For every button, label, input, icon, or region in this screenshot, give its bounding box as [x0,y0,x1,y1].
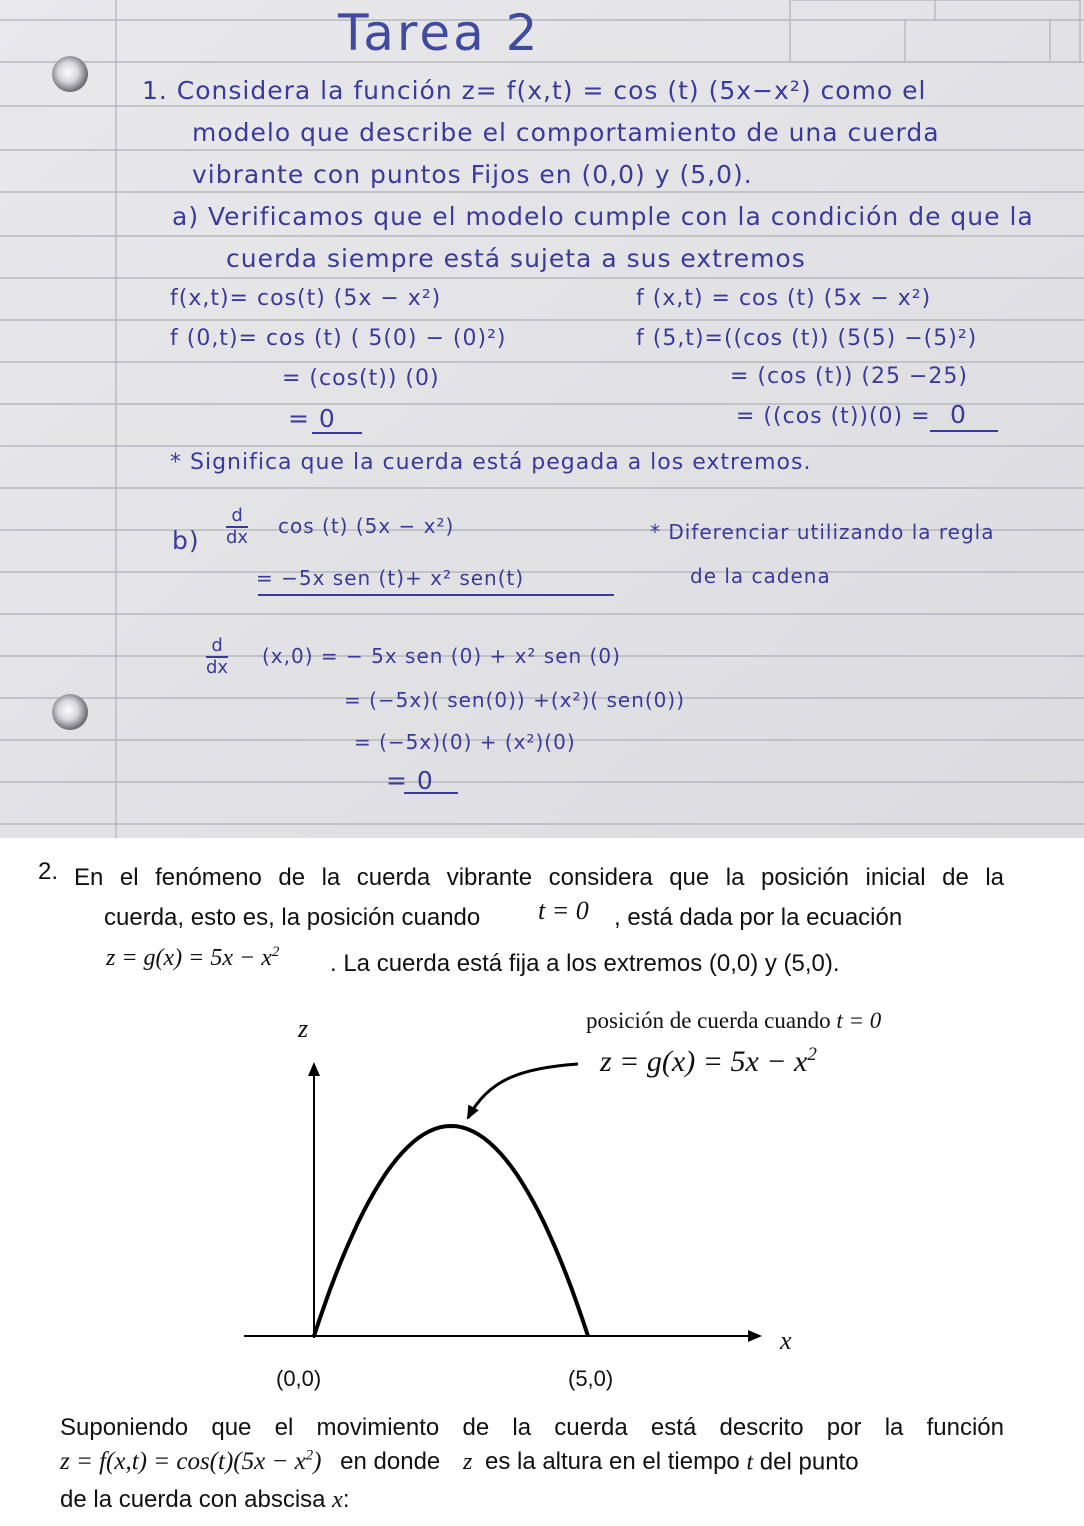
work-left-4: = 0 [288,404,336,433]
closing-var-t: t [746,1449,754,1476]
closing-text-b: es la altura en el tiempo [484,1448,740,1476]
deriv2-num: d [206,636,228,658]
work-right-4: = ((cos (t))(0) = [736,404,931,429]
work-right-5: 0 [950,400,967,429]
derivative-operator [226,506,248,548]
eval-step-2: = (−5x)(0) + (x²)(0) [354,730,576,754]
closing-line-3 [60,1486,350,1514]
part-a-line-1: a) Verificamos que el modelo cumple con la condición de que la [172,202,1034,231]
annotation-equation [600,1044,817,1079]
part-b-expression: cos (t) (5x − x²) [278,514,455,538]
result-underline-left [312,432,362,434]
note-part-b-2: de la cadena [690,564,831,588]
closing-equation [60,1448,322,1475]
problem2-number: 2. [38,858,59,885]
result-underline-right [930,430,998,432]
deriv-num: d [226,506,248,528]
problem1-line-2: modelo que describe el comportamiento de una cuerda [192,118,940,147]
z-axis-label: z [298,1014,309,1043]
problem2-line-1: En el fenómeno de la cuerda vibrante considera que la posición inicial de la [74,864,1004,891]
eval-expression: (x,0) = − 5x sen (0) + x² sen (0) [262,644,621,668]
problem2-equation [106,944,279,972]
annotation-equation-exponent: 2 [807,1044,817,1065]
work-right-1: f (x,t) = cos (t) (5x − x²) [636,286,932,311]
part-b-label: b) [172,526,200,555]
part-a-line-2: cuerda siempre está sujeta a sus extremos [226,244,806,273]
binder-hole-bottom [52,694,88,730]
binder-hole-top [52,56,88,92]
problem2-equation-base: z = g(x) = 5x − x [106,945,272,971]
closing-colon: : [342,1486,350,1513]
left-endpoint-label: (0,0) [276,1366,322,1391]
problem2-t-equals: t = 0 [538,896,589,925]
problem2-line-3: . La cuerda está fija a los extremos (0,0) y (5,0). [330,950,840,977]
x-axis-label: x [780,1326,792,1355]
closing-equation-base: z = f(x,t) = cos(t)(5x − x [60,1448,306,1476]
derivative-operator-2 [206,636,228,678]
annotation-equation-base: z = g(x) = 5x − x [600,1045,808,1078]
note-part-a: * Significa que la cuerda está pegada a los extremos. [170,450,812,475]
problem2-line-2a: cuerda, esto es, la posición cuando [104,904,481,931]
closing-text-a: en donde [340,1448,441,1476]
work-left-1: f(x,t)= cos(t) (5x − x²) [170,286,442,311]
string-figure [0,1000,1084,1400]
closing-equation-close: ) [313,1448,322,1476]
closing-text-d: de la cuerda con abscisa [60,1486,326,1513]
parabola-curve [314,1126,588,1336]
closing-var-x: x [332,1487,343,1513]
problem1-line-3: vibrante con puntos Fijos en (0,0) y (5,0). [192,160,753,189]
problem2-line-2c: , está dada por la ecuación [614,904,903,931]
problem1-line-1: 1. Considera la función z= f(x,t) = cos (t) (5x−x²) como el [142,76,927,105]
annotation-arrow [468,1064,578,1118]
eval-underline [404,792,458,794]
annotation-title [586,1008,881,1034]
closing-text-c: del punto [759,1448,859,1476]
deriv2-den: dx [206,657,229,678]
closing-line-1: Suponiendo que el movimiento de la cuerda está descrito por la función [60,1414,1004,1441]
right-endpoint-label: (5,0) [568,1366,614,1391]
closing-line-2 [60,1448,859,1476]
closing-equation-exponent: 2 [305,1448,314,1464]
annotation-t: t = 0 [836,1008,882,1033]
work-right-3: = (cos (t)) (25 −25) [730,364,968,389]
deriv-den: dx [226,527,249,548]
eval-step-3: = 0 [386,766,434,795]
work-right-2: f (5,t)=((cos (t)) (5(5) −(5)²) [636,326,978,351]
annotation-title-text: posición de cuerda cuando [586,1008,831,1033]
work-left-2: f (0,t)= cos (t) ( 5(0) − (0)²) [170,326,507,351]
note-part-b-1: * Diferenciar utilizando la regla [650,520,995,544]
eval-step-1: = (−5x)( sen(0)) +(x²)( sen(0)) [344,688,685,712]
page-title: Tarea 2 [338,4,541,62]
closing-var-z: z [462,1449,473,1476]
work-left-3: = (cos(t)) (0) [282,366,440,391]
problem2-equation-exponent: 2 [271,944,280,960]
part-b-underline [258,594,614,596]
part-b-result: = −5x sen (t)+ x² sen(t) [256,566,525,590]
